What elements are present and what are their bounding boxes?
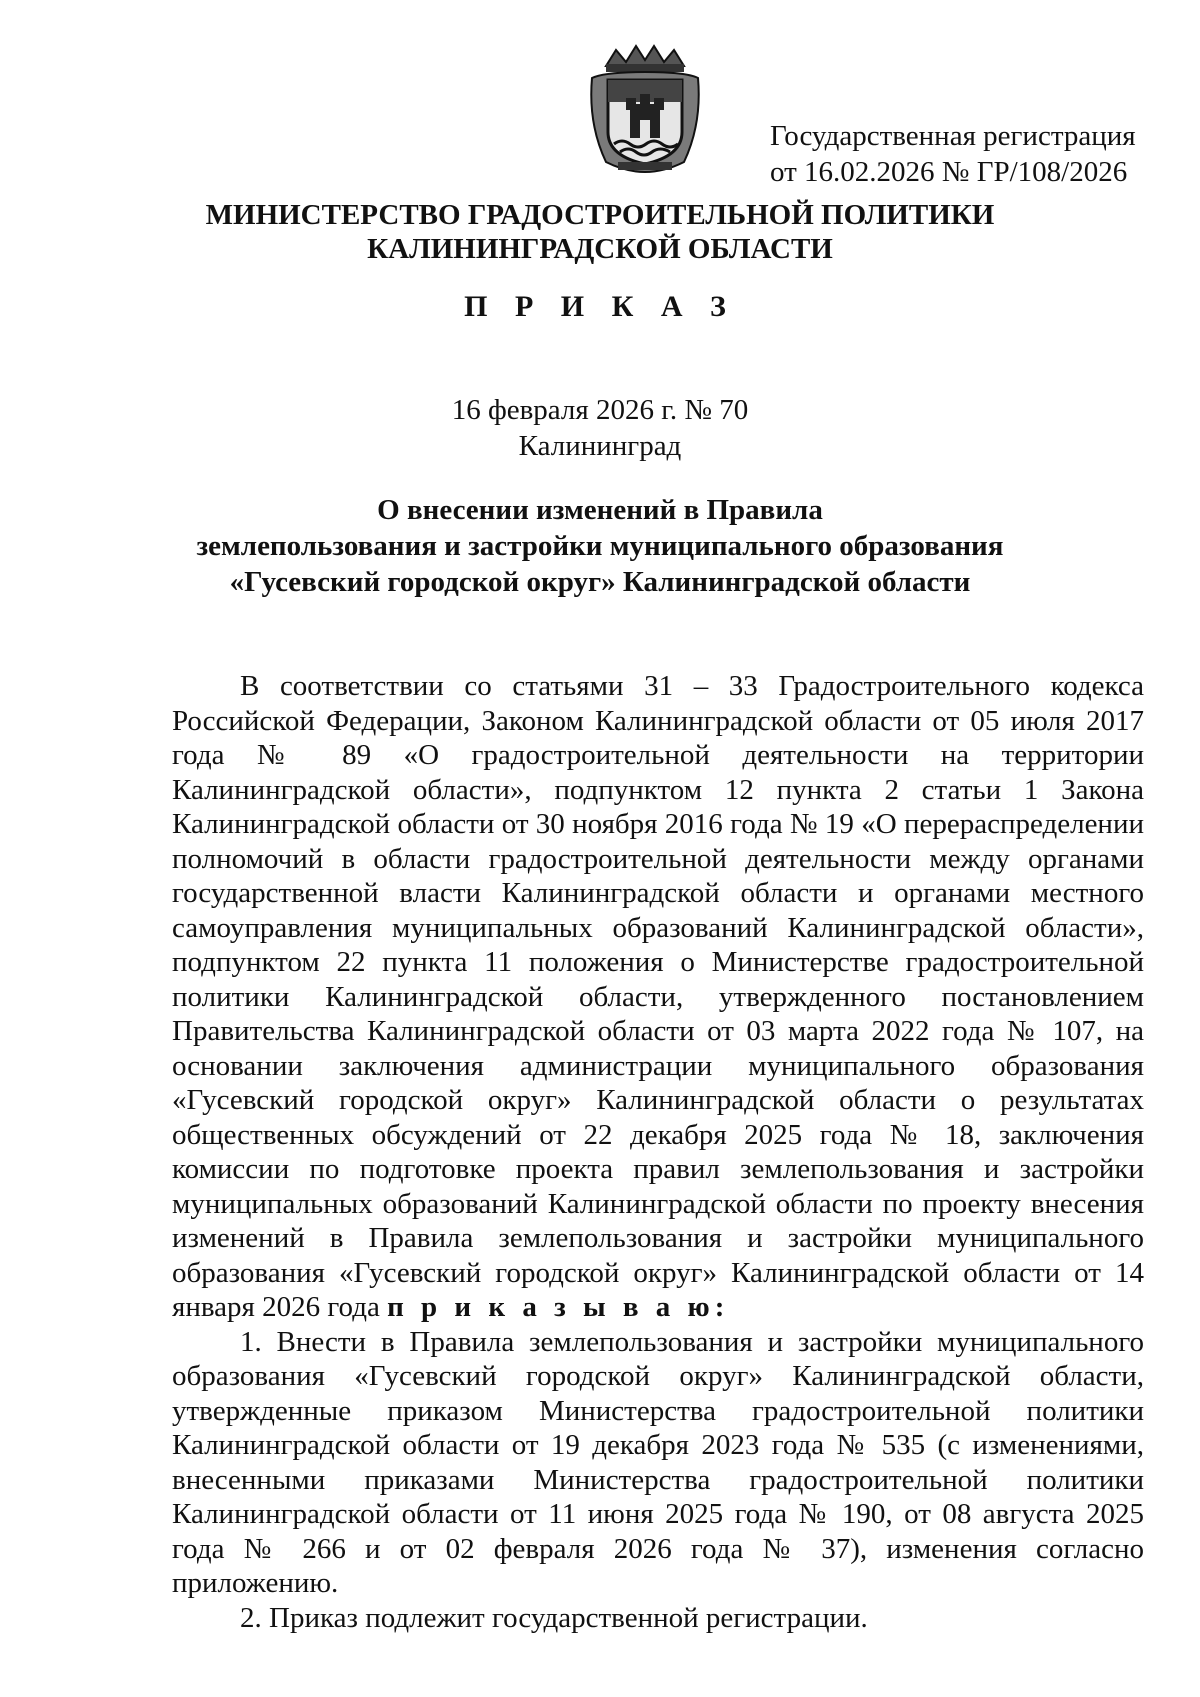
order-subject: [0, 492, 1200, 600]
date-number: 16 февраля 2026 г. № 70: [451, 394, 749, 426]
date-and-place: [0, 392, 1200, 464]
order-item-1: 1. Внести в Правила землепользования и застройки муниципального образования «Гусевский городской округ» Калининградской области, утвержденные приказом Министерства градостроительной политики Калининградской области от 19 декабря 2023 года № 535 (с изменениями, внесенными приказами Министерства градостроительной политики Калининградской области от 11 июня 2025 года № 190, от 08 августа 2025 года № 266 и от 02 февраля 2026 года № 37), изменения согласно приложению.: [172, 1325, 1144, 1599]
document-type-title: П Р И К А З: [464, 290, 736, 323]
order-body: [172, 669, 1144, 1635]
order-word: п р и к а з ы в а ю:: [387, 1291, 730, 1323]
ministry-line-2: КАЛИНИНГРАДСКОЙ ОБЛАСТИ: [367, 233, 833, 265]
preamble-text: В соответствии со статьями 31 – 33 Градостроительного кодекса Российской Федерации, Законом Калининградской области от 05 июля 2017 года № 89 «О градостроительной деятельности на территории Калининградской области», подпунктом 12 пункта 2 статьи 1 Закона Калининградской области от 30 ноября 2016 года № 19 «О перераспределении полномочий в области градостроительной деятельности между органами государственной власти Калининградской области и органами местного самоуправления муниципальных образований Калининградской области», подпунктом 22 пункта 11 положения о Министерстве градостроительной политики Калининградской области, утвержденного постановлением Правительства Калининградской области от 03 марта 2022 года № 107, на основании заключения администрации муниципального образования «Гусевский городской округ» Калининградской области о результатах общественных обсуждений от 22 декабря 2025 года № 18, заключения комиссии по подготовке проекта правил землепользования и застройки муниципальных образований Калининградской области по проекту внесения изменений в Правила землепользования и застройки муниципального образования «Гусевский городской округ» Калининградской области от 14 января 2026 года: [172, 670, 1144, 1323]
subject-line-3: «Гусевский городской округ» Калининградской области: [229, 566, 971, 598]
registration-line-2: от 16.02.2026 № ГР/108/2026: [770, 156, 1128, 188]
preamble-paragraph: [172, 669, 1144, 1325]
registration-stamp: [770, 118, 1150, 190]
registration-line-1: Государственная регистрация: [770, 120, 1136, 152]
ministry-heading: [0, 198, 1200, 266]
subject-line-2: землепользования и застройки муниципального образования: [196, 530, 1004, 562]
kaliningrad-coat-of-arms-icon: [586, 44, 704, 174]
ministry-line-1: МИНИСТЕРСТВО ГРАДОСТРОИТЕЛЬНОЙ ПОЛИТИКИ: [205, 199, 995, 231]
order-item-2: 2. Приказ подлежит государственной регистрации.: [240, 1601, 868, 1634]
subject-line-1: О внесении изменений в Правила: [377, 494, 823, 526]
city: Калининград: [518, 430, 682, 462]
